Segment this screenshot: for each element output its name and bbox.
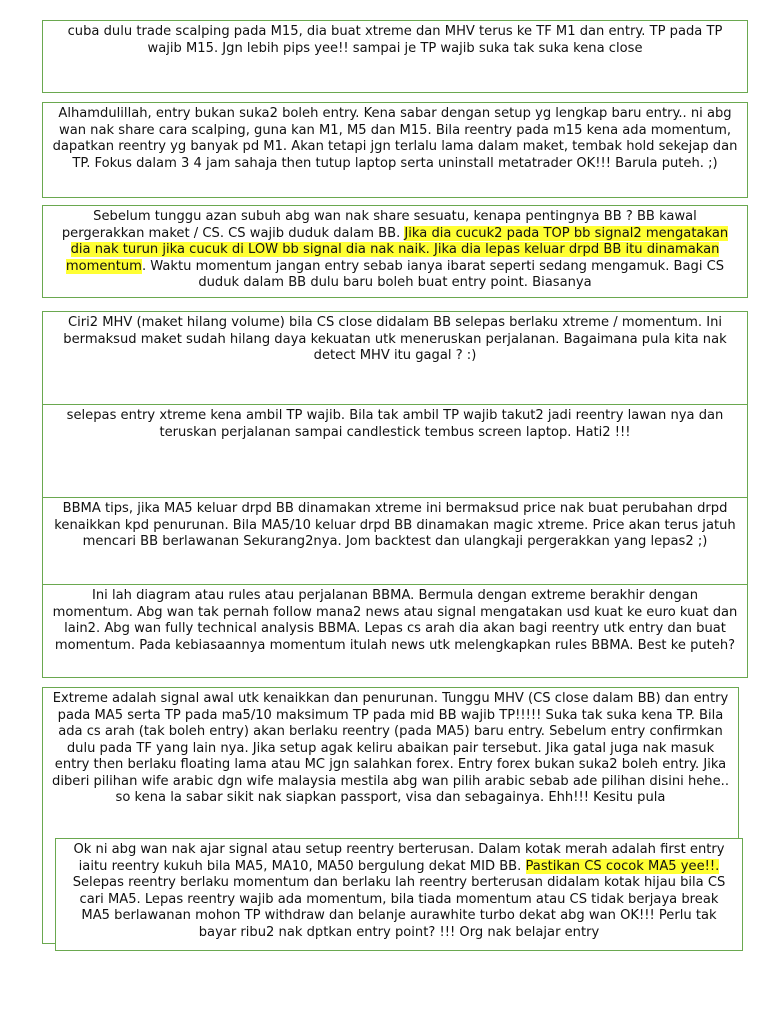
- note-box-reentry-setup: [55, 838, 743, 951]
- note-text: Ok ni abg wan nak ajar signal atau setup reentry berterusan. Dalam kotak merah adalah first entry iaitu reentry kukuh bila MA5, MA10, MA50 bergulung dekat MID BB. Pastikan CS cocok MA5 yee!!. Selepas reentry berlaku momentum dan berlaku lah reentry berterusan didalam kotak hijau bila CS cari MA5. Lepas reentry wajib ada momentum, bila tiada momentum atau CS tidak berjaya break MA5 berlawanan mohon TP withdraw dan belanje aurawhite turbo dekat abg wan OK!!! Perlu tak bayar ribu2 nak dptkan entry point? !!! Org nak belajar entry: [72, 842, 726, 940]
- note-text: BBMA tips, jika MA5 keluar drpd BB dinamakan xtreme ini bermaksud price nak buat perubahan drpd kenaikkan kpd penurunan. Bila MA5/10 keluar drpd BB dinamakan magic xtreme. Price akan terus jatuh mencari BB berlawanan Sekurang2nya. Jom backtest dan ulangkaji pergerakkan yang lepas2 ;): [54, 501, 736, 549]
- note-box-bb-importance: [42, 205, 748, 298]
- note-text: Sebelum tunggu azan subuh abg wan nak share sesuatu, kenapa pentingnya BB ? BB kawal pergerakkan maket / CS. CS wajib duduk dalam BB. Jika dia cucuk2 pada TOP bb signal2 mengatakan dia nak turun jika cucuk di LOW bb signal dia nak naik. Jika dia lepas keluar drpd BB itu dinamakan momentum. Waktu momentum jangan entry sebab ianya ibarat seperti sedang mengamuk. Bagi CS duduk dalam BB dulu baru boleh buat entry point. Biasanya: [61, 209, 729, 290]
- note-text: Ini lah diagram atau rules atau perjalanan BBMA. Bermula dengan extreme berakhir dengan momentum. Abg wan tak pernah follow mana2 news atau signal mengatakan usd kuat ke euro kuat dan lain2. Abg wan fully technical analysis BBMA. Lepas cs arah dia akan bagi reentry utk entry dan buat momentum. Pada kebiasaannya momentum itulah news utk melengkapkan rules BBMA. Best ke puteh?: [52, 588, 738, 653]
- note-box-entry-patience: [42, 102, 748, 198]
- note-text: Ciri2 MHV (maket hilang volume) bila CS close didalam BB selepas berlaku xtreme / momentum. Ini bermaksud maket sudah hilang daya kekuatan utk meneruskan perjalanan. Bagaimana pula kita nak detect MHV itu gagal ? :): [63, 315, 727, 363]
- note-box-tp-wajib: [42, 404, 748, 498]
- note-text: Extreme adalah signal awal utk kenaikkan dan penurunan. Tunggu MHV (CS close dalam BB) dan entry pada MA5 serta TP pada ma5/10 maksimum TP pada mid BB wajib TP!!!!! Suka tak suka kena TP. Bila ada cs arah (tak boleh entry) akan berlaku reentry (pada MA5) baru entry. Sebelum entry confirmkan dulu pada TF yang lain nya. Jika setup agak keliru abaikan pair tersebut. Jika gatal juga nak masuk entry then berlaku floating lama atau MC jgn salahkan forex. Entry forex bukan suka2 boleh entry. Jika diberi pilihan wife arabic dgn wife malaysia mestila abg wan pilih arabic sebab ade pilihan disini hehe.. so kena la sabar sikit nak siapkan passport, visa dan sebagainya. Ehh!!! Kesitu pula: [52, 691, 729, 805]
- note-text: Alhamdulillah, entry bukan suka2 boleh entry. Kena sabar dengan setup yg lengkap baru entry.. ni abg wan nak share cara scalping, guna kan M1, M5 dan M15. Bila reentry pada m15 kena ada momentum, dapatkan reentry yg banyak pd M1. Akan tetapi jgn terlalu lama dalam maket, tembak hold sekejap dan TP. Fokus dalam 3 4 jam sahaja then tutup laptop serta uninstall metatrader OK!!! Barula puteh. ;): [52, 106, 738, 171]
- note-text: selepas entry xtreme kena ambil TP wajib. Bila tak ambil TP wajib takut2 jadi reentry lawan nya dan teruskan perjalanan sampai candlestick tembus screen laptop. Hati2 !!!: [66, 408, 724, 440]
- note-box-bbma-tips: [42, 497, 748, 585]
- note-text: cuba dulu trade scalping pada M15, dia buat xtreme dan MHV terus ke TF M1 dan entry. TP pada TP wajib M15. Jgn lebih pips yee!! sampai je TP wajib suka tak suka kena close: [67, 24, 723, 56]
- highlighted-text: Pastikan CS cocok MA5 yee!!.: [525, 858, 720, 874]
- note-box-bbma-rules: [42, 584, 748, 678]
- note-box-mhv: [42, 311, 748, 405]
- note-box-scalping-m15: [42, 20, 748, 93]
- highlighted-text: Jika dia cucuk2 pada TOP bb signal2 mengatakan dia nak turun jika cucuk di LOW bb signal dia nak naik. Jika dia lepas keluar drpd BB itu dinamakan momentum: [65, 225, 729, 274]
